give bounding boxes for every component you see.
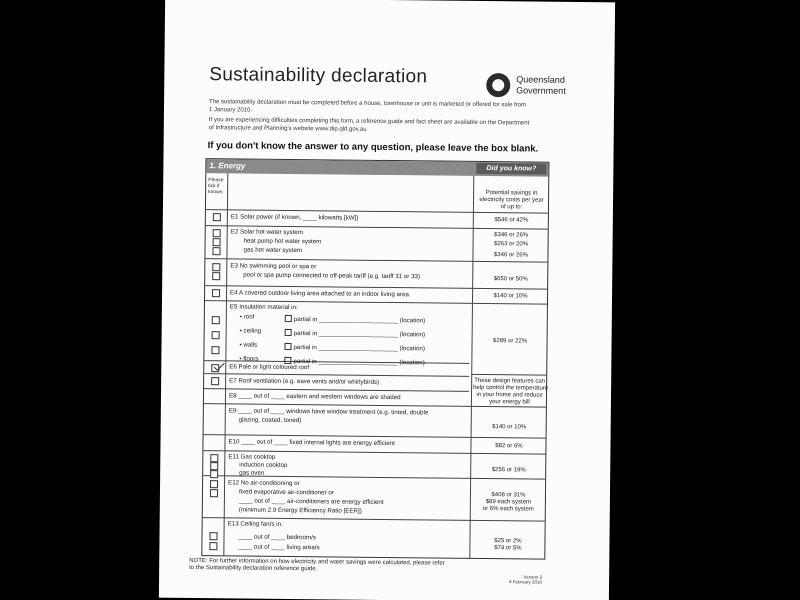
- e7-label: E7 Roof ventilation (e.g. eave vents and/or whirlybirds): [229, 377, 380, 386]
- intro-line-2: 1 January 2010.: [208, 107, 253, 114]
- e1-label: E1 Solar power (if known, ____ kilowatts [kW]): [230, 213, 359, 222]
- e12-label-2: fixed evaporative air-conditioner or: [238, 488, 334, 497]
- e9-label-2: glazing, coated, toned): [238, 416, 302, 425]
- e5-walls-label: • walls: [239, 341, 258, 349]
- e2-saving-3: $346 or 26%: [493, 252, 529, 259]
- e13-living-checkbox[interactable]: [209, 542, 217, 550]
- e2-label-3: gas hot water system: [243, 246, 303, 255]
- e13-label-2: ____ out of ____ bedroom/s: [238, 533, 316, 542]
- reference-note: NOTE: For further information on how electricity and water savings were calculated, please refer to the Sustainability declaration reference guide.: [189, 557, 445, 573]
- e4-checkbox[interactable]: [212, 289, 220, 297]
- e3-no-pool-checkbox[interactable]: [212, 263, 220, 271]
- e11-induction-checkbox[interactable]: [210, 462, 218, 470]
- e5-floors-partial[interactable]: partial in _______________________ (location): [284, 357, 425, 367]
- e12-evaporative-checkbox[interactable]: [210, 489, 218, 497]
- e2-heat-pump-checkbox[interactable]: [213, 238, 221, 246]
- e11-label-1: E11 Gas cooktop: [228, 453, 276, 461]
- e10-label: E10 ____ out of ____ fixed internal lights are energy efficient: [228, 438, 395, 448]
- e11-saving: $256 or 19%: [491, 467, 526, 474]
- e9-saving: $140 or 10%: [492, 424, 527, 431]
- potential-savings-header: Potential savings in electricity costs per year of up to:: [479, 190, 544, 211]
- row-divider: [204, 373, 469, 377]
- e12-label-3: ____ out of ____ air-conditioners are energy efficient: [238, 497, 384, 506]
- scanned-page: [159, 0, 615, 600]
- did-you-know-label: Did you know?: [476, 163, 546, 175]
- e3-label-2: pool or spa pump connected to off-peak tariff (e.g. tariff 31 or 33): [243, 271, 421, 281]
- e8-label: E8 ____ out of ____ eastern and western windows are shaded: [228, 392, 401, 402]
- e11-label-2: induction cooktop: [239, 461, 288, 469]
- page-title: Sustainability declaration: [209, 64, 428, 88]
- e2-gas-checkbox[interactable]: [212, 247, 220, 255]
- e3-offpeak-checkbox[interactable]: [212, 272, 220, 280]
- e1-saving: $546 or 42%: [494, 217, 529, 224]
- e2-saving-1: $346 or 26%: [494, 232, 529, 239]
- e5-roof-checkbox[interactable]: [212, 316, 220, 324]
- e7-checkbox[interactable]: [211, 377, 219, 385]
- e5-ceiling-partial[interactable]: partial in _______________________ (location): [285, 329, 426, 339]
- row-divider: [471, 374, 546, 376]
- e9-label-1: E9 ____ out of ____ windows have window treatment (e.g. tinted, double: [228, 407, 429, 417]
- e11-gas-cooktop-checkbox[interactable]: [210, 454, 218, 462]
- e5-ceiling-label: • ceiling: [239, 327, 262, 335]
- government-logo-text: Queensland Government: [516, 74, 566, 96]
- e4-saving: $140 or 10%: [493, 293, 528, 300]
- e13-bedroom-checkbox[interactable]: [209, 532, 217, 540]
- e1-checkbox[interactable]: [213, 213, 221, 221]
- section-title: 1. Energy: [209, 161, 246, 171]
- e6-label: E6 Pale or light coloured roof: [229, 363, 310, 372]
- e2-solar-checkbox[interactable]: [213, 229, 221, 237]
- e13-label-3: ____ out of ____ living area/s: [238, 543, 320, 552]
- e5-roof-label: • roof: [239, 313, 255, 321]
- e12-label-1: E12 No air-conditioning or: [228, 479, 300, 488]
- row-divider: [204, 388, 469, 392]
- e5-label: E5 Insulation material in:: [229, 303, 298, 312]
- e5-floors-label: • floors: [239, 355, 259, 363]
- blank-box-advice: If you don't know the answer to any question, please leave the box blank.: [207, 140, 539, 155]
- e13-label-1: E13 Ceiling fan/s in:: [227, 520, 283, 528]
- e5-roof-partial[interactable]: partial in _______________________ (location): [285, 315, 426, 325]
- version-label: Version 2 4 February 2010: [509, 574, 543, 585]
- e10-saving: $82 or 6%: [495, 443, 523, 450]
- energy-form: [201, 158, 549, 560]
- e11-gas-oven-checkbox[interactable]: [210, 470, 218, 478]
- e13-saving: $25 or 2% $74 or 5%: [494, 538, 522, 552]
- intro-line-3: If you are experiencing difficulties completing this form, a reference guide and fact sheet are available on the Department: [208, 117, 530, 127]
- e12-saving: $408 or 31% $89 each system or 6% each system: [482, 492, 534, 513]
- e11-label-3: gas oven: [239, 469, 265, 477]
- design-features-note: These design features can help control the temperature in your home and reduce your energy bill: [473, 377, 549, 406]
- hand-tick-icon: [213, 362, 225, 371]
- tick-column-header: Please tick if known: [208, 177, 224, 196]
- intro-line-1: The sustainability declaration must be completed before a house, townhouse or unit is marketed or offered for sale from: [209, 99, 527, 109]
- intro-line-4: of Infrastructure and Planning's website www.dip.qld.gov.au: [208, 125, 367, 133]
- e5-saving: $289 or 22%: [493, 338, 528, 345]
- e12-no-aircon-checkbox[interactable]: [210, 480, 218, 488]
- queensland-logo-icon: [486, 73, 510, 97]
- e2-saving-2: $263 or 20%: [494, 241, 529, 248]
- e2-label-2: heat pump hot water system: [243, 237, 322, 246]
- e5-walls-checkbox[interactable]: [211, 346, 219, 354]
- e5-walls-partial[interactable]: partial in _______________________ (location): [284, 343, 425, 353]
- e3-label-1: E3 No swimming pool or spa or: [230, 262, 317, 271]
- e4-label: E4 A covered outdoor living area attached to an indoor living area: [230, 289, 409, 299]
- e5-ceiling-checkbox[interactable]: [212, 331, 220, 339]
- e12-label-4: (minimum 2.9 Energy Efficiency Ratio [EER]): [238, 506, 362, 515]
- e3-saving: $650 or 50%: [493, 276, 528, 283]
- e2-label-1: E2 Solar hot water system: [230, 228, 303, 237]
